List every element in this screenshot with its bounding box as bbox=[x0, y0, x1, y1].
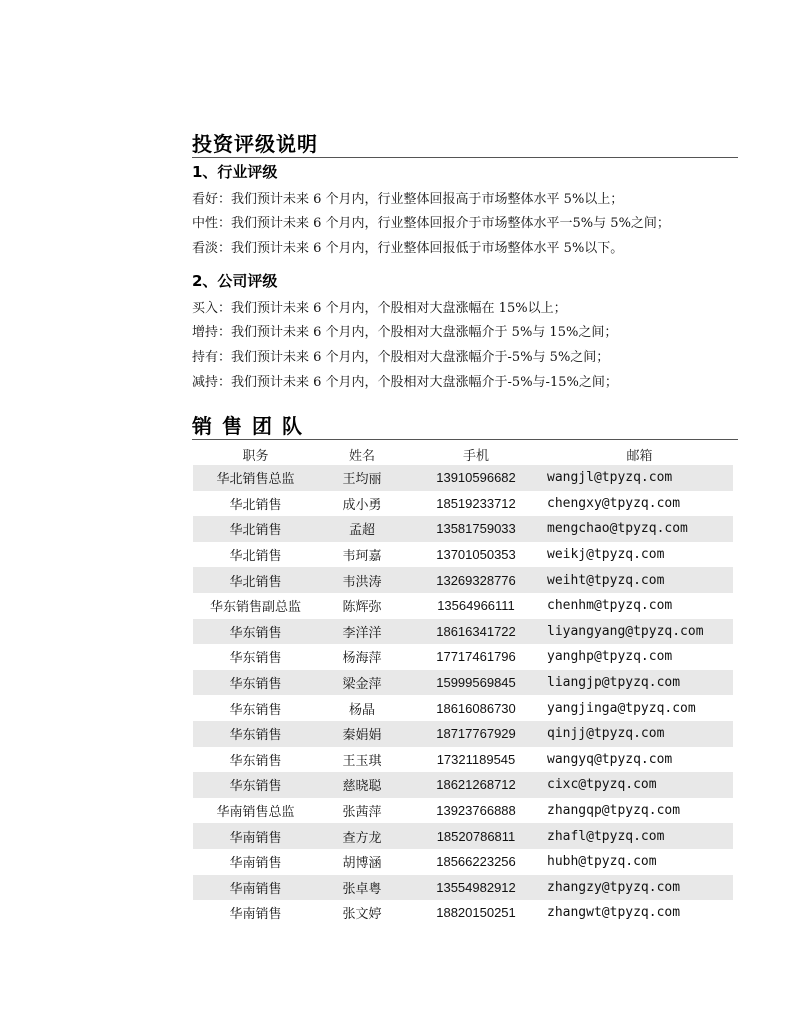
cell-title: 华东销售 bbox=[193, 619, 318, 645]
cell-phone: 18616341722 bbox=[406, 619, 546, 645]
email-text: zhangwt@tpyzq.com bbox=[547, 905, 681, 921]
cell-name: 韦珂嘉 bbox=[318, 542, 406, 568]
cell-name: 秦娟娟 bbox=[318, 721, 406, 747]
table-row bbox=[193, 900, 733, 926]
cell-phone: 18520786811 bbox=[406, 823, 546, 849]
table-row bbox=[193, 567, 733, 593]
table-row bbox=[193, 823, 733, 849]
email-text: zhafl@tpyzq.com bbox=[547, 828, 665, 844]
cell-title: 华北销售总监 bbox=[193, 465, 318, 491]
email-text: chengxy@tpyzq.com bbox=[547, 495, 681, 511]
table-row bbox=[193, 465, 733, 491]
cell-name: 张文婷 bbox=[318, 900, 406, 926]
email-text: yanghp@tpyzq.com bbox=[547, 649, 673, 665]
table-row bbox=[193, 619, 733, 645]
cell-name: 查方龙 bbox=[318, 823, 406, 849]
cell-title: 华东销售 bbox=[193, 772, 318, 798]
email-text: mengchao@tpyzq.com bbox=[547, 521, 688, 537]
cell-title: 华南销售总监 bbox=[193, 798, 318, 824]
cell-email bbox=[546, 875, 733, 901]
cell-phone: 13923766888 bbox=[406, 798, 546, 824]
cell-email bbox=[546, 567, 733, 593]
email-text: weiht@tpyzq.com bbox=[547, 572, 665, 588]
cell-email bbox=[546, 798, 733, 824]
table-row bbox=[193, 670, 733, 696]
table-row bbox=[193, 695, 733, 721]
cell-title: 华南销售 bbox=[193, 849, 318, 875]
cell-email bbox=[546, 465, 733, 491]
rating-title-divider bbox=[192, 157, 738, 158]
cell-phone: 18566223256 bbox=[406, 849, 546, 875]
cell-name: 李洋洋 bbox=[318, 619, 406, 645]
table-row bbox=[193, 798, 733, 824]
email-text: cixc@tpyzq.com bbox=[547, 777, 657, 793]
cell-name: 陈辉弥 bbox=[318, 593, 406, 619]
cell-title: 华北销售 bbox=[193, 567, 318, 593]
cell-phone: 17717461796 bbox=[406, 644, 546, 670]
cell-title: 华东销售副总监 bbox=[193, 593, 318, 619]
rating-section-title: 投资评级说明 bbox=[192, 132, 318, 156]
email-text: weikj@tpyzq.com bbox=[547, 547, 665, 563]
cell-name: 张茜萍 bbox=[318, 798, 406, 824]
industry-rating-line: 看好：我们预计未来 6 个月内，行业整体回报高于市场整体水平 5%以上； bbox=[192, 192, 624, 207]
cell-title: 华北销售 bbox=[193, 491, 318, 517]
cell-title: 华北销售 bbox=[193, 542, 318, 568]
sales-title-divider bbox=[192, 439, 738, 440]
cell-email bbox=[546, 670, 733, 696]
cell-title: 华东销售 bbox=[193, 721, 318, 747]
cell-name: 梁金萍 bbox=[318, 670, 406, 696]
email-text: hubh@tpyzq.com bbox=[547, 854, 657, 870]
cell-name: 杨晶 bbox=[318, 695, 406, 721]
email-text: liangjp@tpyzq.com bbox=[547, 675, 681, 691]
table-row bbox=[193, 772, 733, 798]
cell-email bbox=[546, 747, 733, 773]
industry-rating-heading: 1、行业评级 bbox=[192, 163, 278, 181]
cell-phone: 18717767929 bbox=[406, 721, 546, 747]
cell-email bbox=[546, 721, 733, 747]
cell-email bbox=[546, 849, 733, 875]
cell-phone: 18621268712 bbox=[406, 772, 546, 798]
company-rating-line: 增持：我们预计未来 6 个月内，个股相对大盘涨幅介于 5%与 15%之间； bbox=[192, 325, 618, 340]
cell-title: 华东销售 bbox=[193, 644, 318, 670]
cell-phone: 13910596682 bbox=[406, 465, 546, 491]
cell-phone: 13564966111 bbox=[406, 593, 546, 619]
cell-email bbox=[546, 772, 733, 798]
cell-email bbox=[546, 823, 733, 849]
cell-title: 华南销售 bbox=[193, 875, 318, 901]
header-name: 姓名 bbox=[348, 448, 375, 464]
cell-name: 胡博涵 bbox=[318, 849, 406, 875]
cell-phone: 13269328776 bbox=[406, 567, 546, 593]
email-text: liyangyang@tpyzq.com bbox=[547, 623, 704, 639]
cell-name: 张卓粤 bbox=[318, 875, 406, 901]
header-email: 邮箱 bbox=[626, 448, 653, 464]
cell-phone: 13554982912 bbox=[406, 875, 546, 901]
cell-name: 王均丽 bbox=[318, 465, 406, 491]
cell-email bbox=[546, 900, 733, 926]
cell-name: 韦洪涛 bbox=[318, 567, 406, 593]
table-row bbox=[193, 644, 733, 670]
email-text: zhangqp@tpyzq.com bbox=[547, 803, 681, 819]
cell-title: 华东销售 bbox=[193, 747, 318, 773]
cell-phone: 18616086730 bbox=[406, 695, 546, 721]
email-text: yangjinga@tpyzq.com bbox=[547, 700, 696, 716]
cell-email bbox=[546, 644, 733, 670]
table-row bbox=[193, 542, 733, 568]
cell-name: 杨海萍 bbox=[318, 644, 406, 670]
cell-email bbox=[546, 619, 733, 645]
email-text: wangyq@tpyzq.com bbox=[547, 751, 673, 767]
table-row bbox=[193, 516, 733, 542]
cell-name: 王玉琪 bbox=[318, 747, 406, 773]
cell-title: 华东销售 bbox=[193, 670, 318, 696]
email-text: zhangzy@tpyzq.com bbox=[547, 879, 681, 895]
header-phone: 手机 bbox=[462, 448, 489, 464]
table-row bbox=[193, 721, 733, 747]
company-rating-line: 买入：我们预计未来 6 个月内，个股相对大盘涨幅在 15%以上； bbox=[192, 301, 567, 316]
cell-phone: 18820150251 bbox=[406, 900, 546, 926]
header-title: 职务 bbox=[242, 448, 269, 464]
cell-name: 成小勇 bbox=[318, 491, 406, 517]
sales-team-title: 销售团队 bbox=[192, 414, 312, 438]
company-rating-line: 持有：我们预计未来 6 个月内，个股相对大盘涨幅介于-5%与 5%之间； bbox=[192, 350, 610, 365]
cell-title: 华南销售 bbox=[193, 900, 318, 926]
cell-email bbox=[546, 593, 733, 619]
cell-phone: 17321189545 bbox=[406, 747, 546, 773]
email-text: wangjl@tpyzq.com bbox=[547, 470, 673, 486]
cell-email bbox=[546, 695, 733, 721]
cell-phone: 13701050353 bbox=[406, 542, 546, 568]
cell-email bbox=[546, 516, 733, 542]
email-text: qinjj@tpyzq.com bbox=[547, 726, 665, 742]
email-text: chenhm@tpyzq.com bbox=[547, 598, 673, 614]
sales-team-table bbox=[193, 443, 733, 926]
table-row bbox=[193, 849, 733, 875]
sales-table-body bbox=[193, 465, 733, 926]
cell-phone: 15999569845 bbox=[406, 670, 546, 696]
cell-title: 华南销售 bbox=[193, 823, 318, 849]
cell-name: 慈晓聪 bbox=[318, 772, 406, 798]
table-row bbox=[193, 875, 733, 901]
company-rating-heading: 2、公司评级 bbox=[192, 272, 278, 290]
cell-title: 华东销售 bbox=[193, 695, 318, 721]
table-row bbox=[193, 747, 733, 773]
table-row bbox=[193, 593, 733, 619]
cell-email bbox=[546, 491, 733, 517]
cell-email bbox=[546, 542, 733, 568]
industry-rating-line: 看淡：我们预计未来 6 个月内，行业整体回报低于市场整体水平 5%以下。 bbox=[192, 241, 624, 256]
cell-name: 孟超 bbox=[318, 516, 406, 542]
cell-title: 华北销售 bbox=[193, 516, 318, 542]
cell-phone: 18519233712 bbox=[406, 491, 546, 517]
cell-phone: 13581759033 bbox=[406, 516, 546, 542]
table-row bbox=[193, 491, 733, 517]
company-rating-line: 减持：我们预计未来 6 个月内，个股相对大盘涨幅介于-5%与-15%之间； bbox=[192, 375, 618, 390]
industry-rating-line: 中性：我们预计未来 6 个月内，行业整体回报介于市场整体水平一5%与 5%之间； bbox=[192, 216, 670, 231]
table-header-row bbox=[193, 443, 733, 465]
